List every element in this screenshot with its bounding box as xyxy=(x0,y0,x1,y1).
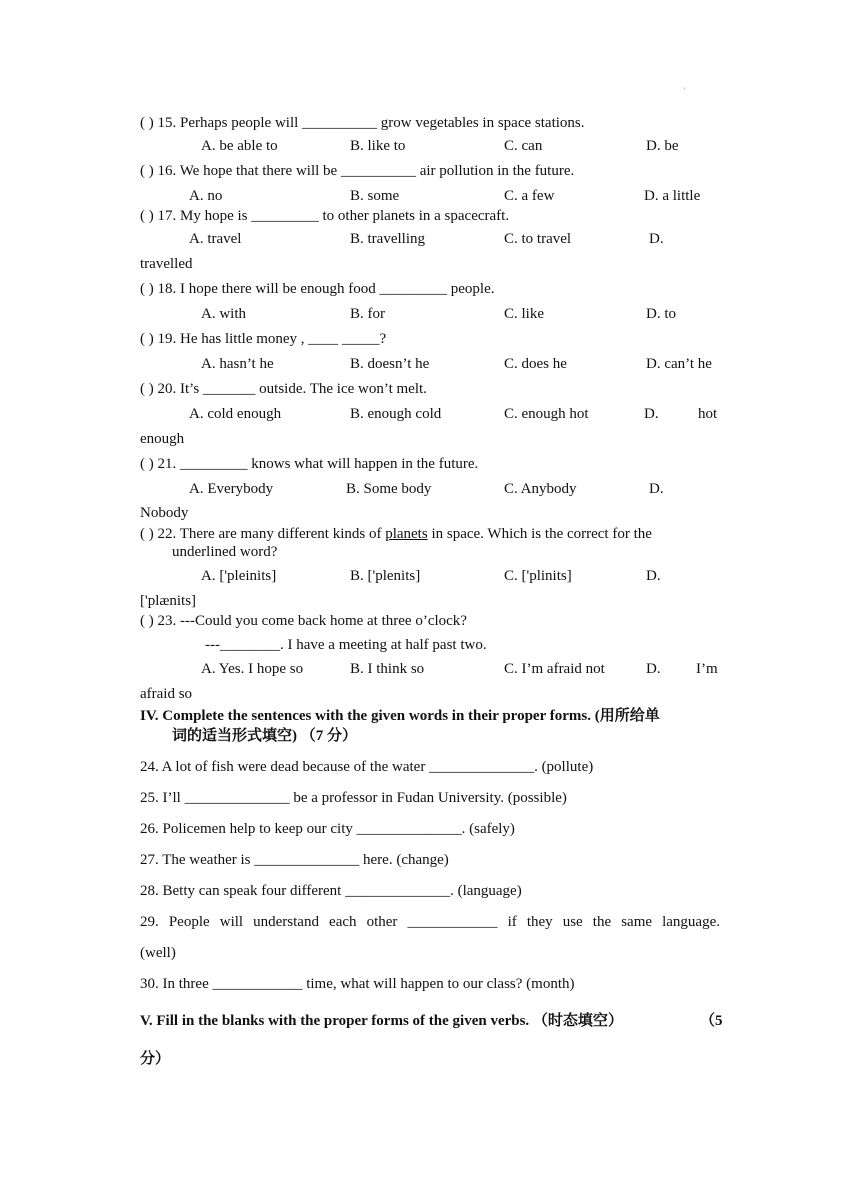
section-5-title: V. Fill in the blanks with the proper forms of the given verbs. （时态填空） xyxy=(140,1013,623,1029)
q21-option-c: C. Anybody xyxy=(504,481,577,497)
q22-option-d-text: ['plænits] xyxy=(140,593,197,609)
q18-option-a: A. with xyxy=(201,306,246,322)
q23-option-c: C. I’m afraid not xyxy=(504,661,605,677)
underlined-word: planets xyxy=(385,526,428,542)
q17-option-c: C. to travel xyxy=(504,231,572,247)
q16-option-d: D. a little xyxy=(644,188,701,204)
question-22-stem: ( ) 22. There are many different kinds of planets in space. Which is the correct for the xyxy=(140,526,652,542)
section-4-title-line2: 词的适当形式填空) （7 分） xyxy=(172,728,357,744)
section-4-item-25: 25. I’ll ______________ be a professor in Fudan University. (possible) xyxy=(140,790,567,806)
question-20-stem: ( ) 20. It’s _______ outside. The ice won’t melt. xyxy=(140,381,427,397)
q15-option-d: D. be xyxy=(646,138,679,154)
q21-option-d: D. xyxy=(649,481,664,497)
q19-option-a: A. hasn’t he xyxy=(201,356,274,372)
q16-option-b: B. some xyxy=(350,188,400,204)
question-23-stem: ( ) 23. ---Could you come back home at three o’clock? xyxy=(140,613,467,629)
question-23-stem-line2: ---________. I have a meeting at half past two. xyxy=(205,637,487,653)
section-4-item-29-wrap: (well) xyxy=(140,945,176,961)
page-mark: ' xyxy=(684,86,686,96)
question-22-stem-line2: underlined word? xyxy=(172,544,278,560)
section-4-item-29: 29. People will understand each other ____________ if they use the same language. xyxy=(140,914,720,930)
q18-option-d: D. to xyxy=(646,306,676,322)
q16-option-c: C. a few xyxy=(504,188,555,204)
q20-option-d-text: hot xyxy=(698,406,718,422)
q20-option-d: D. xyxy=(644,406,659,422)
q22-option-b: B. ['plenits] xyxy=(350,568,421,584)
section-4-item-28: 28. Betty can speak four different ______________. (language) xyxy=(140,883,522,899)
q20-option-c: C. enough hot xyxy=(504,406,589,422)
q15-option-c: C. can xyxy=(504,138,543,154)
question-16-stem: ( ) 16. We hope that there will be __________ air pollution in the future. xyxy=(140,163,575,179)
question-19-stem: ( ) 19. He has little money , ____ _____? xyxy=(140,331,387,347)
q23-option-d-wrap: afraid so xyxy=(140,686,193,702)
section-4-item-30: 30. In three ____________ time, what will happen to our class? (month) xyxy=(140,976,575,992)
q23-option-d: D. xyxy=(646,661,661,677)
q15-option-b: B. like to xyxy=(350,138,406,154)
q15-option-a: A. be able to xyxy=(201,138,278,154)
q17-option-d: D. xyxy=(649,231,664,247)
q21-option-d-text: Nobody xyxy=(140,505,189,521)
q18-option-b: B. for xyxy=(350,306,385,322)
section-5-score: （5 xyxy=(700,1013,723,1029)
q21-option-a: A. Everybody xyxy=(189,481,274,497)
question-15-stem: ( ) 15. Perhaps people will __________ grow vegetables in space stations. xyxy=(140,115,585,131)
q22-option-c: C. ['plinits] xyxy=(504,568,572,584)
q19-option-c: C. does he xyxy=(504,356,567,372)
q20-option-b: B. enough cold xyxy=(350,406,442,422)
section-4-item-24: 24. A lot of fish were dead because of the water ______________. (pollute) xyxy=(140,759,594,775)
question-21-stem: ( ) 21. _________ knows what will happen in the future. xyxy=(140,456,479,472)
q17-option-d-text: travelled xyxy=(140,256,193,272)
q17-option-a: A. travel xyxy=(189,231,242,247)
q20-option-d-wrap: enough xyxy=(140,431,185,447)
question-18-stem: ( ) 18. I hope there will be enough food _________ people. xyxy=(140,281,495,297)
section-4-title: IV. Complete the sentences with the given words in their proper forms. (用所给单 xyxy=(140,708,660,724)
q19-option-b: B. doesn’t he xyxy=(350,356,430,372)
q23-option-b: B. I think so xyxy=(350,661,425,677)
section-4-item-27: 27. The weather is ______________ here. (change) xyxy=(140,852,449,868)
q22-option-a: A. ['pleinits] xyxy=(201,568,277,584)
q21-option-b: B. Some body xyxy=(346,481,432,497)
q22-option-d: D. xyxy=(646,568,661,584)
section-5-title-line2: 分） xyxy=(140,1051,171,1067)
q18-option-c: C. like xyxy=(504,306,544,322)
q16-option-a: A. no xyxy=(189,188,223,204)
section-4-item-26: 26. Policemen help to keep our city ______________. (safely) xyxy=(140,821,515,837)
q20-option-a: A. cold enough xyxy=(189,406,282,422)
q19-option-d: D. can’t he xyxy=(646,356,712,372)
question-17-stem: ( ) 17. My hope is _________ to other planets in a spacecraft. xyxy=(140,208,510,224)
q23-option-d-text: I’m xyxy=(696,661,718,677)
q17-option-b: B. travelling xyxy=(350,231,425,247)
q23-option-a: A. Yes. I hope so xyxy=(201,661,304,677)
